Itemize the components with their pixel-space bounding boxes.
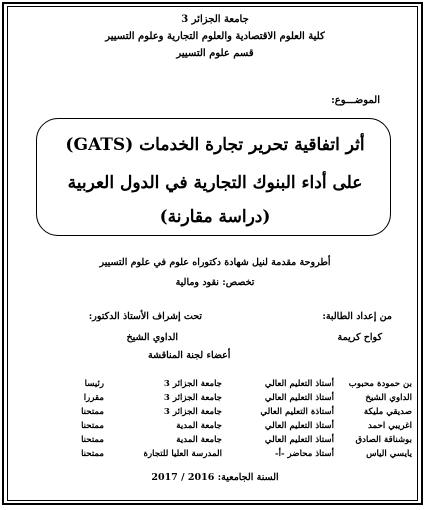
member-name: يايسي الياس: [366, 449, 412, 459]
department-name: قسم علوم التسيير: [176, 48, 254, 59]
committee-row: [12, 391, 412, 405]
member-role: ممتحنا: [81, 407, 104, 417]
member-rank: أستاذة التعليم العالي: [260, 407, 334, 417]
member-role: ممتحنا: [81, 449, 104, 459]
member-rank: أستاذ التعليم العالي: [264, 435, 334, 445]
student-name: كواح كريمة: [337, 332, 382, 343]
committee-table: [12, 377, 412, 461]
member-rank: أستاذ التعليم العالي: [264, 421, 334, 431]
member-name: اغريبي احمد: [368, 421, 412, 431]
supervisor-name: الداوي الشيخ: [126, 332, 178, 343]
specialization: تخصص: نقود ومالية: [175, 277, 255, 288]
member-rank: أستاذ محاضر -أ-: [275, 449, 334, 459]
member-name: الداوي الشيخ: [365, 393, 412, 403]
thesis-title-line2: على أداء البنوك التجارية في الدول العربية: [67, 173, 363, 193]
member-role: ممتحنا: [81, 421, 104, 431]
member-rank: أستاذ التعليم العالي: [264, 379, 334, 389]
committee-row: [12, 447, 412, 461]
committee-row: [12, 433, 412, 447]
supervisor-label: تحت إشراف الأستاذ الدكتور:: [88, 311, 202, 322]
committee-row: [12, 377, 412, 391]
member-name: بوشناقة الصادق: [355, 435, 412, 445]
faculty-name: كلية العلوم الاقتصادية والعلوم التجارية وعلوم التسيير: [105, 31, 325, 42]
member-role: مقررا: [83, 393, 104, 403]
member-role: ممتحنا: [81, 435, 104, 445]
member-institution: جامعة الجزائر 3: [163, 393, 222, 403]
member-institution: المدرسة العليا للتجارة: [143, 449, 222, 459]
committee-row: [12, 405, 412, 419]
academic-year: السنة الجامعية: 2016 / 2017: [151, 472, 279, 483]
university-name: جامعة الجزائر 3: [181, 14, 249, 25]
member-rank: أستاذ التعليم العالي: [264, 393, 334, 403]
committee-row: [12, 419, 412, 433]
member-institution: جامعة الجزائر 3: [163, 379, 222, 389]
subject-label: الموضـــوع:: [331, 95, 380, 106]
member-name: بن حمودة محبوب: [348, 379, 412, 389]
thesis-title-line1: أثر اتفاقية تحرير تجارة الخدمات (GATS): [65, 135, 365, 155]
member-institution: جامعة المدية: [176, 421, 222, 431]
thesis-purpose: أطروحة مقدمة لنيل شهادة دكتوراه علوم في علوم التسيير: [99, 257, 331, 268]
member-institution: جامعة الجزائر 3: [163, 407, 222, 417]
member-institution: جامعة المدية: [176, 435, 222, 445]
student-label: من إعداد الطالبة:: [322, 311, 392, 322]
member-role: رئيسا: [84, 379, 104, 389]
thesis-title-line3: (دراسة مقارنة): [159, 207, 271, 227]
member-name: صديقي مليكة: [363, 407, 412, 417]
committee-heading: أعضاء لجنة المناقشة: [148, 350, 231, 361]
